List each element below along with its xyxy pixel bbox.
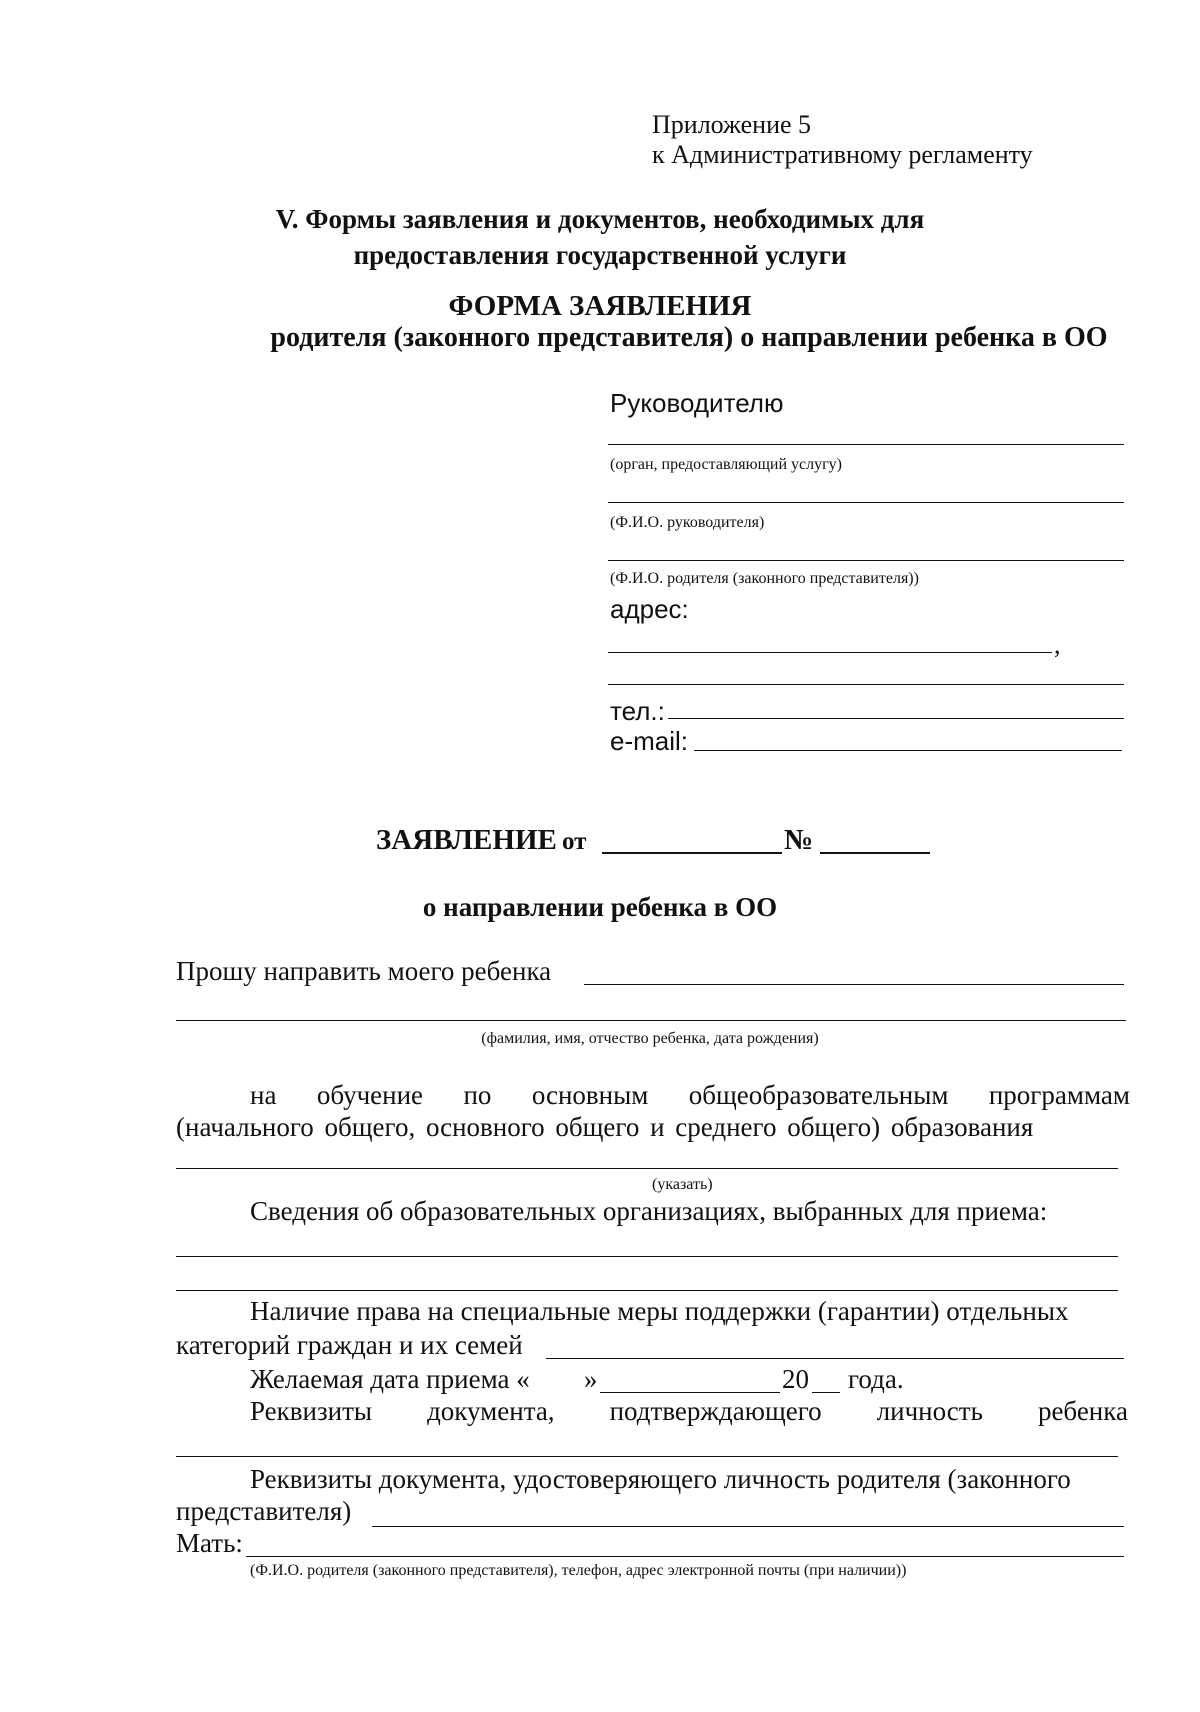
support-measures-line1: Наличие права на специальные меры поддержки (гарантии) отдельных (250, 1296, 1069, 1326)
mother-blank-line[interactable] (246, 1556, 1124, 1557)
desired-date-quote-close: » (584, 1364, 598, 1394)
address-label: адрес: (610, 594, 689, 624)
desired-date-year-blank-line[interactable] (812, 1392, 840, 1393)
education-word: обучение (316, 1080, 424, 1110)
head-name-caption: (Ф.И.О. руководителя) (610, 514, 765, 531)
address-blank-line-2[interactable] (608, 684, 1124, 685)
education-word: программам (988, 1080, 1130, 1110)
email-blank-line[interactable] (694, 750, 1122, 751)
statement-from: от (562, 828, 587, 855)
statement-title: ЗАЯВЛЕНИЕ (376, 824, 557, 856)
education-programs-line2: (начального общего, основного общего и среднего общего) образования (176, 1112, 1034, 1142)
phone-label: тел.: (610, 696, 665, 726)
child-document-word: документа, (427, 1396, 555, 1426)
child-document-word: ребенка (1037, 1396, 1128, 1426)
phone-blank-line[interactable] (668, 718, 1124, 719)
form-subtitle: родителя (законного представителя) о направлении ребенка в ОО (270, 322, 1108, 353)
statement-number-blank-line[interactable] (820, 852, 930, 854)
child-info-caption: (фамилия, имя, отчество ребенка, дата рождения) (481, 1030, 819, 1047)
addressee-label: Руководителю (610, 388, 784, 418)
form-title: ФОРМА ЗАЯВЛЕНИЯ (448, 290, 752, 322)
organizations-info-label: Сведения об образовательных организациях, выбранных для приема: (250, 1196, 1048, 1226)
education-word: общеобразовательным (688, 1080, 949, 1110)
desired-date-label: Желаемая дата приема « (250, 1364, 530, 1394)
support-measures-blank-line[interactable] (546, 1358, 1124, 1359)
child-document-word: Реквизиты (250, 1396, 373, 1426)
education-word: по (463, 1080, 492, 1110)
organizations-blank-line-2[interactable] (176, 1290, 1118, 1291)
org-caption: (орган, предоставляющий услугу) (610, 456, 842, 473)
education-word: основным (531, 1080, 649, 1110)
statement-subtitle: о направлении ребенка в ОО (422, 892, 778, 922)
parent-name-caption: (Ф.И.О. родителя (законного представителя)) (610, 570, 919, 587)
appendix-number: Приложение 5 (652, 110, 812, 139)
desired-date-month-blank-line[interactable] (600, 1392, 780, 1393)
section-title-line1: V. Формы заявления и документов, необходимых для (275, 204, 925, 234)
child-request-label: Прошу направить моего ребенка (176, 956, 552, 986)
parent-contacts-caption: (Ф.И.О. родителя (законного представителя), телефон, адрес электронной почты (при наличии)) (250, 1562, 907, 1579)
child-document-line (250, 1396, 1128, 1427)
education-word: на (250, 1080, 277, 1110)
child-info-blank-line[interactable] (176, 1020, 1126, 1021)
desired-date-century: 20 (782, 1364, 809, 1394)
parent-document-blank-line[interactable] (372, 1526, 1124, 1527)
section-title-line2: предоставления государственной услуги (353, 240, 847, 270)
education-specify-blank-line[interactable] (176, 1168, 1118, 1169)
child-document-word: подтверждающего (609, 1396, 822, 1426)
statement-date-blank-line[interactable] (602, 852, 782, 854)
head-name-blank-line[interactable] (608, 502, 1124, 503)
education-programs-line1 (250, 1080, 1130, 1111)
organizations-blank-line-1[interactable] (176, 1256, 1118, 1257)
statement-number-sign: № (784, 824, 814, 856)
parent-document-line2: представителя) (176, 1496, 352, 1526)
parent-document-line1: Реквизиты документа, удостоверяющего личность родителя (законного (250, 1464, 1071, 1494)
parent-name-blank-line[interactable] (608, 560, 1124, 561)
mother-label: Мать: (176, 1528, 243, 1558)
support-measures-line2: категорий граждан и их семей (176, 1330, 523, 1360)
org-blank-line[interactable] (608, 444, 1124, 445)
child-document-blank-line[interactable] (176, 1456, 1118, 1457)
education-specify-caption: (указать) (652, 1176, 713, 1193)
address-comma: , (1054, 630, 1061, 659)
appendix-regulation: к Административному регламенту (652, 140, 1033, 169)
address-blank-line-1[interactable] (608, 652, 1052, 653)
email-label: e-mail: (610, 726, 689, 756)
desired-date-year-word: года. (848, 1364, 904, 1394)
child-request-blank-line[interactable] (584, 984, 1124, 985)
child-document-word: личность (876, 1396, 983, 1426)
